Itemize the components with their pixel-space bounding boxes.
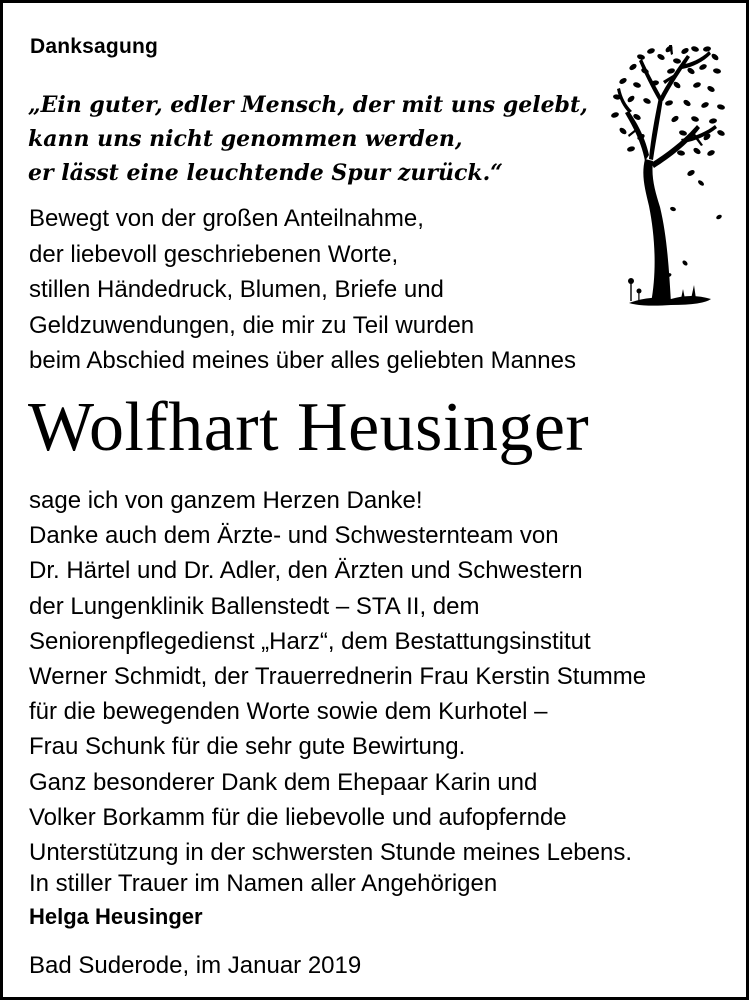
place-date: Bad Suderode, im Januar 2019 (29, 952, 362, 979)
intro-line: der liebevoll geschriebenen Worte, (29, 240, 399, 268)
deceased-name: Wolfhart Heusinger (28, 389, 590, 466)
body-text (29, 483, 646, 870)
body-line: Frau Schunk für die sehr gute Bewirtung. (29, 733, 466, 761)
intro-line: Bewegt von der großen Anteilnahme, (29, 205, 424, 232)
body-line: für die bewegenden Worte sowie dem Kurhotel – (29, 698, 548, 726)
intro-line: Geldzuwendungen, die mir zu Teil wurden (29, 311, 475, 339)
intro-line: beim Abschied meines über alles geliebten Mannes (29, 347, 576, 374)
body-line: Unterstützung in der schwersten Stunde meines Lebens. (29, 839, 633, 867)
body-line: Werner Schmidt, der Trauerrednerin Frau Kerstin Stumme (29, 663, 647, 691)
intro-text (29, 201, 576, 379)
intro-line: stillen Händedruck, Blumen, Briefe und (29, 276, 444, 303)
signer-name: Helga Heusinger (29, 904, 203, 929)
body-line: der Lungenklinik Ballenstedt – STA II, dem (29, 592, 480, 620)
body-line: Danke auch dem Ärzte- und Schwesternteam von (29, 522, 559, 550)
body-line: Ganz besonderer Dank dem Ehepaar Karin und (29, 768, 538, 796)
quote-line: kann uns nicht genommen werden, (28, 126, 463, 152)
quote-line: er lässt eine leuchtende Spur zurück.“ (28, 160, 503, 186)
tree-with-falling-leaves-icon (611, 41, 731, 311)
heading: Danksagung (30, 35, 159, 58)
body-line: Dr. Härtel und Dr. Adler, den Ärzten und Schwestern (29, 557, 583, 585)
quote-block (28, 88, 588, 190)
body-line: Seniorenpflegedienst „Harz“, dem Bestattungsinstitut (29, 627, 591, 655)
body-line: sage ich von ganzem Herzen Danke! (29, 487, 423, 514)
body-line: Volker Borkamm für die liebevolle und aufopfernde (29, 803, 567, 831)
closing-line: In stiller Trauer im Namen aller Angehörigen (29, 870, 498, 897)
quote-line: „Ein guter, edler Mensch, der mit uns gelebt, (28, 92, 588, 118)
